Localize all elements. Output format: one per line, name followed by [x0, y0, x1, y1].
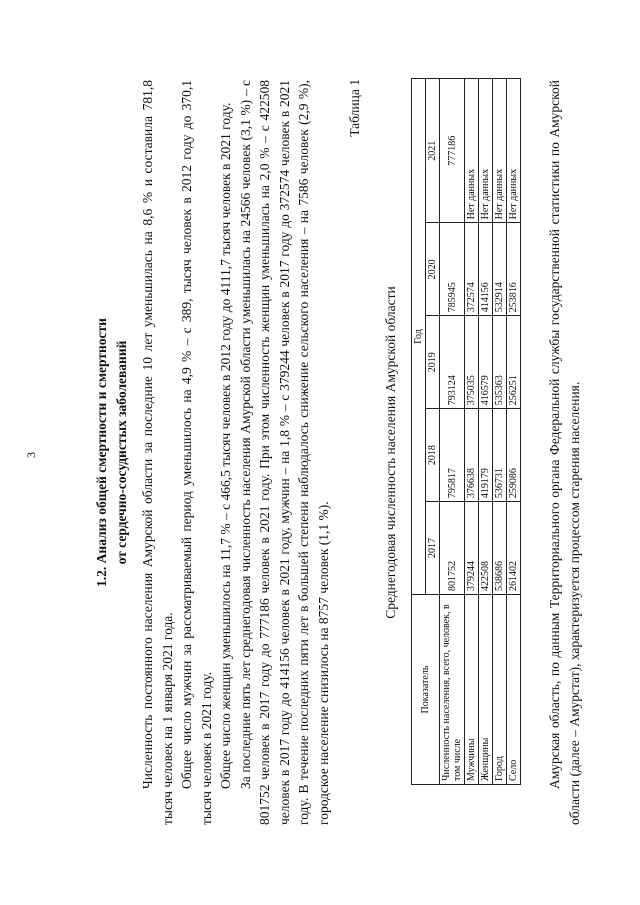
- cell: 375035: [465, 316, 479, 409]
- table-label: Таблица 1: [347, 79, 362, 137]
- paragraph: Амурская область, по данным Территориального органа Федеральной службы государственной статистики по Амурской области (далее – Амурстат), характеризуется процессом старения населения.: [547, 80, 582, 825]
- cell: 379244: [465, 502, 479, 595]
- header-year-group: Год: [412, 79, 426, 595]
- header-year: 2021: [426, 79, 440, 223]
- cell: 777186: [440, 79, 465, 223]
- table-header-row: [412, 79, 426, 785]
- cell: 785945: [440, 223, 465, 316]
- table-caption: Среднегодовая численность населения Амурской области: [383, 286, 398, 619]
- cell: 376638: [465, 409, 479, 502]
- row-label: Женщины: [479, 595, 493, 785]
- table-row: [465, 79, 479, 785]
- row-label: Численность населения, всего, человек, в том числе: [440, 595, 465, 785]
- cell: 259086: [507, 409, 521, 502]
- body-text: [138, 80, 333, 825]
- cell: Нет данных: [465, 79, 479, 223]
- heading-line-1: 1.2. Анализ общей смертности и смертности: [94, 318, 109, 587]
- header-indicator: Показатель: [412, 595, 440, 785]
- paragraph: Численность постоянного населения Амурской области за последние 10 лет уменьшилась на 8,6 % и составила 781,8 тысяч человек на 1 января 2021 года.: [140, 80, 175, 825]
- header-year: 2018: [426, 409, 440, 502]
- header-year: 2019: [426, 316, 440, 409]
- table-row: [493, 79, 507, 785]
- cell: 801752: [440, 502, 465, 595]
- cell: 261402: [507, 502, 521, 595]
- header-year: 2020: [426, 223, 440, 316]
- table-row: [479, 79, 493, 785]
- paragraph: Общее число женщин уменьшилось на 11,7 % – с 466,5 тысяч человек в 2012 году до 4111,7 тысяч человек в 2021 году.: [218, 102, 233, 789]
- cell: 795817: [440, 409, 465, 502]
- table-row: [440, 79, 465, 785]
- cell: 256251: [507, 316, 521, 409]
- cell: 538686: [493, 502, 507, 595]
- table-row: [507, 79, 521, 785]
- cell: 372574: [465, 223, 479, 316]
- cell: Нет данных: [507, 79, 521, 223]
- cell: 419179: [479, 409, 493, 502]
- cell: 536731: [493, 409, 507, 502]
- cell: 253816: [507, 223, 521, 316]
- row-label: Село: [507, 595, 521, 785]
- paragraph: Общее число мужчин за рассматриваемый период уменьшилось на 4,9 % – с 389, тысяч человек в 2012 году до 370,1 тысяч человек в 2021 году.: [179, 80, 214, 825]
- population-table: [411, 78, 521, 785]
- cell: Нет данных: [493, 79, 507, 223]
- row-label: Город: [493, 595, 507, 785]
- cell: Нет данных: [479, 79, 493, 223]
- cell: 414156: [479, 223, 493, 316]
- cell: 535363: [493, 316, 507, 409]
- section-heading: [92, 60, 132, 845]
- header-year: 2017: [426, 502, 440, 595]
- cell: 793124: [440, 316, 465, 409]
- footer-text: [545, 80, 585, 825]
- cell: 416579: [479, 316, 493, 409]
- heading-line-2: от сердечно-сосудистых заболеваний: [114, 340, 129, 565]
- cell: 422508: [479, 502, 493, 595]
- row-label: Мужчины: [465, 595, 479, 785]
- page-number: 3: [24, 452, 38, 458]
- cell: 532914: [493, 223, 507, 316]
- paragraph: За последние пять лет среднегодовая численность населения Амурской области уменьшилась на 24566 человек (3,1 %) – с 801752 человек в 2017 году до 777186 человек в 2021 году. При этом численность женщин уменьшилась на 2,0 % – с 422508 человек в 2017 году до 414156 человек в 2021 году, мужчин – на 1,8 % – с 379244 человек в 2017 году до 372574 человек в 2021 году. В течение последних пяти лет в большей степени наблюдалось снижение сельского населения – на 7586 человек (2,9 %), городское население снизилось на 8757 человек (1,1 %).: [237, 80, 331, 825]
